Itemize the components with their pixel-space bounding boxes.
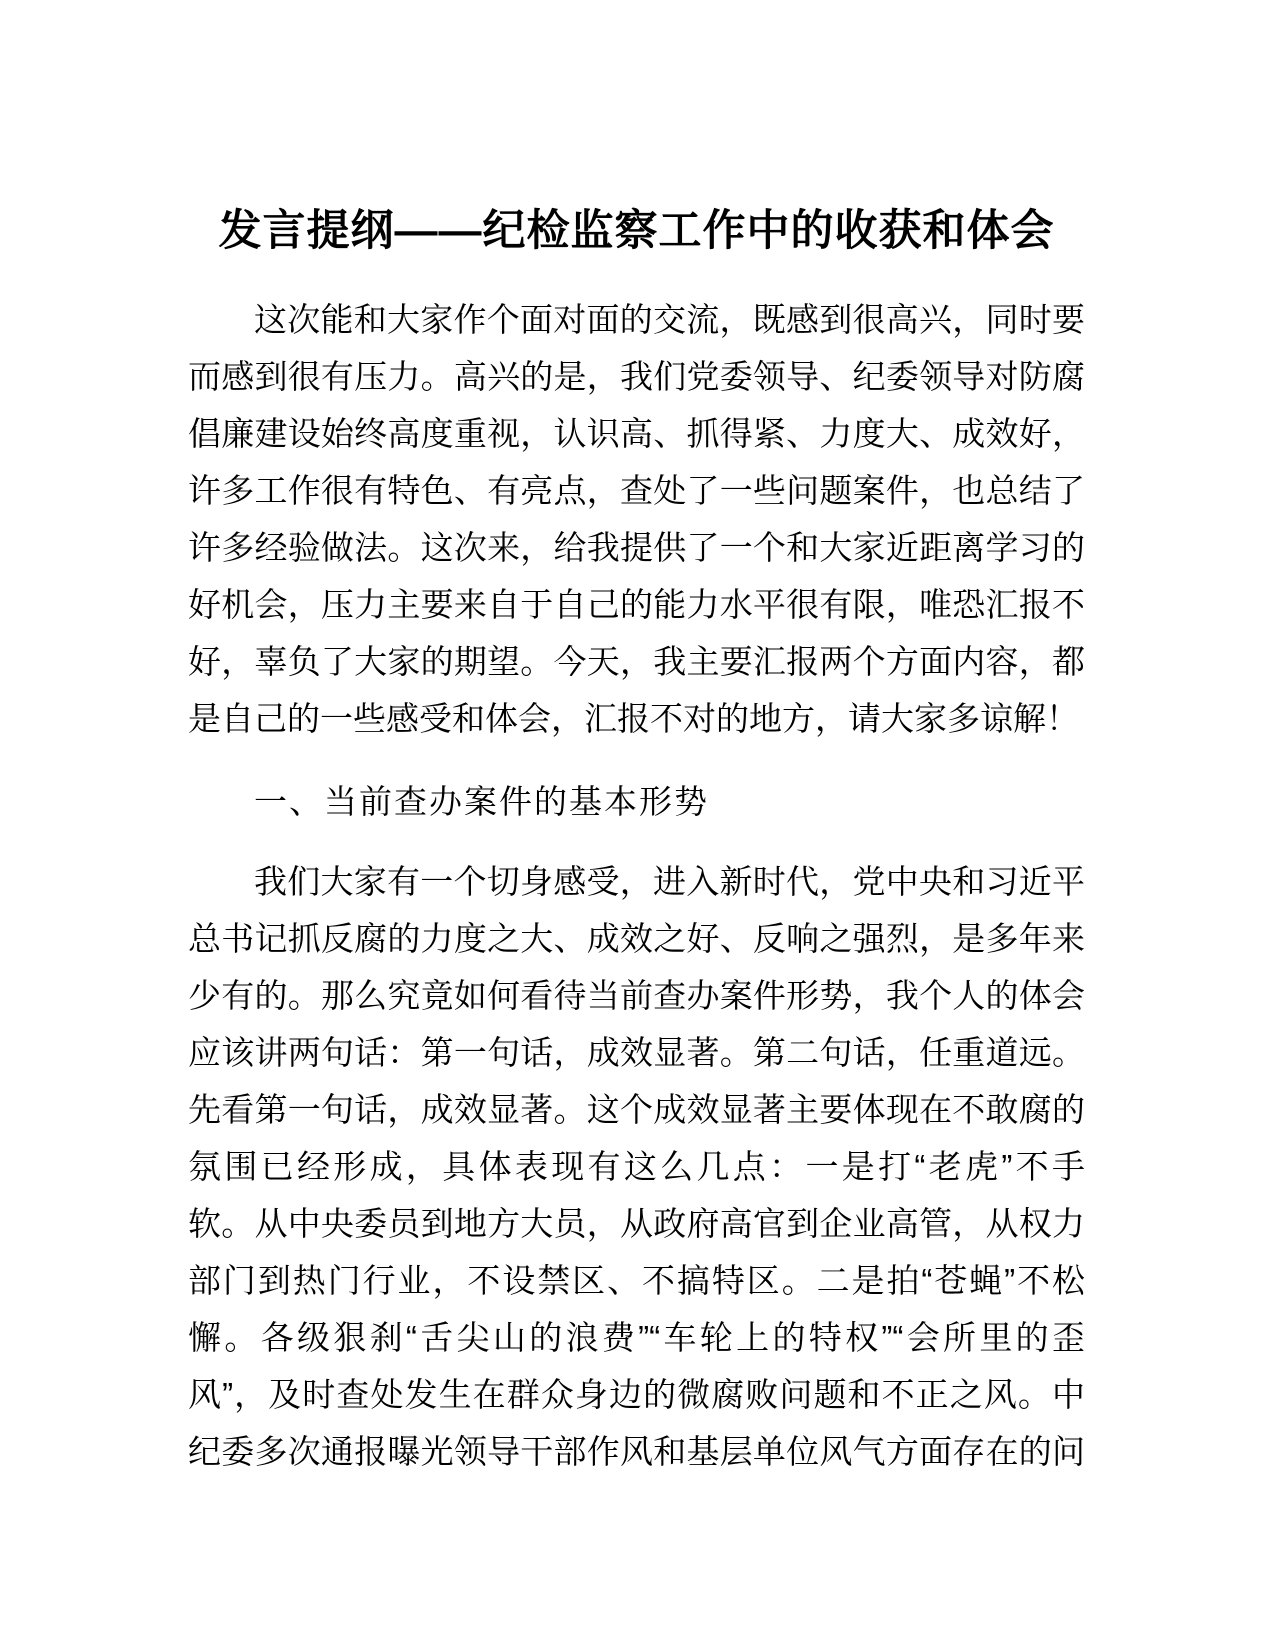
- paragraph-2-line: 少有的。那么究竟如何看待当前查办案件形势，我个人的体会: [188, 977, 1085, 1014]
- paragraph-1-line: 好，辜负了大家的期望。今天，我主要汇报两个方面内容，都: [188, 643, 1085, 680]
- paragraph-2-line: 我们大家有一个切身感受，进入新时代，党中央和习近平: [254, 863, 1085, 900]
- paragraph-2-line: 风”，及时查处发生在群众身边的微腐败问题和不正之风。中: [188, 1376, 1085, 1413]
- paragraph-1-line: 许多经验做法。这次来，给我提供了一个和大家近距离学习的: [188, 529, 1085, 566]
- paragraph-2-line: 总书记抓反腐的力度之大、成效之好、反响之强烈，是多年来: [188, 920, 1085, 957]
- paragraph-1-line: 许多工作很有特色、有亮点，查处了一些问题案件，也总结了: [188, 472, 1085, 509]
- paragraph-2-line: 氛围已经形成，具体表现有这么几点：一是打“老虎”不手: [188, 1148, 1085, 1185]
- paragraph-2-line: 应该讲两句话：第一句话，成效显著。第二句话，任重道远。: [188, 1034, 1085, 1071]
- paragraph-1-line: 是自己的一些感受和体会，汇报不对的地方，请大家多谅解！: [188, 700, 1079, 737]
- paragraph-1-line: 而感到很有压力。高兴的是，我们党委领导、纪委领导对防腐: [188, 358, 1085, 395]
- paragraph-1: [188, 291, 1085, 747]
- document-title: 发言提纲——纪检监察工作中的收获和体会: [218, 207, 1055, 255]
- paragraph-2-line: 懈。各级狠刹“舌尖山的浪费”“车轮上的特权”“会所里的歪: [188, 1319, 1085, 1356]
- paragraph-2-line: 先看第一句话，成效显著。这个成效显著主要体现在不敢腐的: [188, 1091, 1085, 1128]
- paragraph-2-line: 软。从中央委员到地方大员，从政府高官到企业高管，从权力: [188, 1205, 1085, 1242]
- paragraph-1-line: 好机会，压力主要来自于自己的能力水平很有限，唯恐汇报不: [188, 586, 1085, 623]
- paragraph-2-line: 部门到热门行业，不设禁区、不搞特区。二是拍“苍蝇”不松: [188, 1262, 1085, 1299]
- section-1: [188, 773, 1085, 830]
- section-heading: 一、当前查办案件的基本形势: [254, 783, 709, 820]
- paragraph-2: [188, 853, 1085, 1480]
- paragraph-2-line: 纪委多次通报曝光领导干部作风和基层单位风气方面存在的问: [188, 1433, 1085, 1470]
- paragraph-1-line: 倡廉建设始终高度重视，认识高、抓得紧、力度大、成效好，: [188, 415, 1085, 452]
- paragraph-1-line: 这次能和大家作个面对面的交流，既感到很高兴，同时要: [254, 301, 1085, 338]
